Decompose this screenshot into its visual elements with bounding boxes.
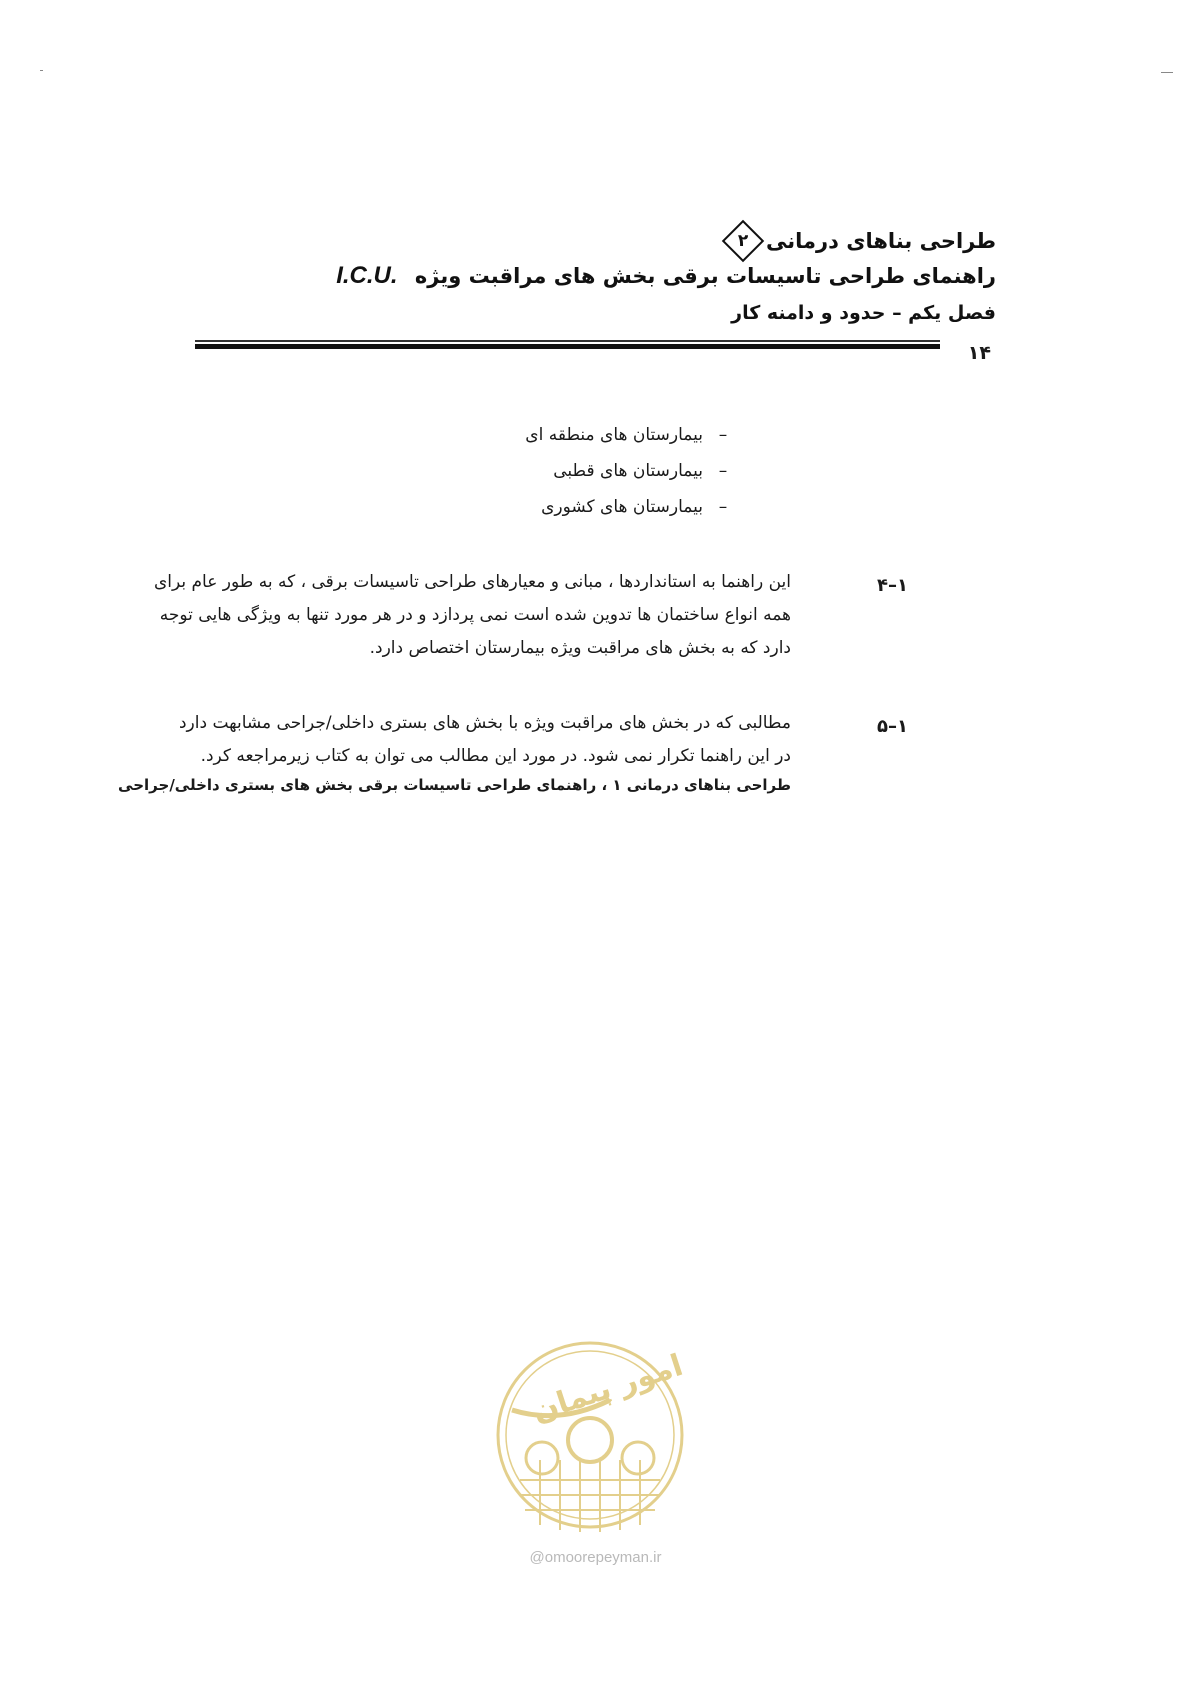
book-title [722,220,996,262]
header-rule [195,344,940,349]
guide-title-latin: I.C.U. [336,262,398,289]
scan-mark [40,70,43,71]
list-item [553,461,743,481]
paragraph-line: مطالبی که در بخش های مراقبت ویژه با بخش های بستری داخلی/جراحی مشابهت دارد [178,713,791,733]
section-number: ۱–۵ [877,716,908,737]
footnote: طراحی بناهای درمانی ۱ ، راهنمای طراحی تاسیسات برقی بخش های بستری داخلی/جراحی [118,776,791,794]
chapter-title: فصل یکم – حدود و دامنه کار [731,302,996,324]
header-rule-thin [195,340,940,342]
paragraph-line: این راهنما به استانداردها ، مبانی و معیارهای طراحی تاسیسات برقی ، که به طور عام برای [153,572,791,592]
book-number-badge [722,220,764,262]
watermark-site: @omoorepeyman.ir [529,1549,662,1566]
bullet-dash: – [718,425,728,445]
page-number: ۱۴ [967,342,991,364]
list-item-text: بیمارستان های قطبی [553,461,703,481]
paragraph-line: همه انواع ساختمان ها تدوین شده است نمی پردازد و در هر مورد تنها به ویژگی هایی توجه [159,605,791,625]
section-number: ۱–۴ [877,575,908,596]
guide-title-text: راهنمای طراحی تاسیسات برقی بخش های مراقبت ویژه [414,264,996,288]
bullet-dash: – [718,497,728,517]
section-paragraph [136,566,791,665]
watermark-logo-text: امور پیمان [528,1347,688,1430]
guide-title [336,262,996,290]
list-item [541,497,743,517]
section-paragraph [136,707,791,773]
paragraph-line: دارد که به بخش های مراقبت ویژه بیمارستان اختصاص دارد. [369,638,791,658]
watermark-logo [490,1330,690,1540]
book-number: ۲ [737,231,749,251]
list-item-text: بیمارستان های منطقه ای [525,425,703,445]
list-item [525,425,743,445]
paragraph-line: در این راهنما تکرار نمی شود. در مورد این مطالب می توان به کتاب زیرمراجعه کرد. [200,746,791,766]
scan-mark [1161,72,1173,73]
list-item-text: بیمارستان های کشوری [541,497,703,517]
book-title-text: طراحی بناهای درمانی [766,229,996,253]
bullet-dash: – [718,461,728,481]
